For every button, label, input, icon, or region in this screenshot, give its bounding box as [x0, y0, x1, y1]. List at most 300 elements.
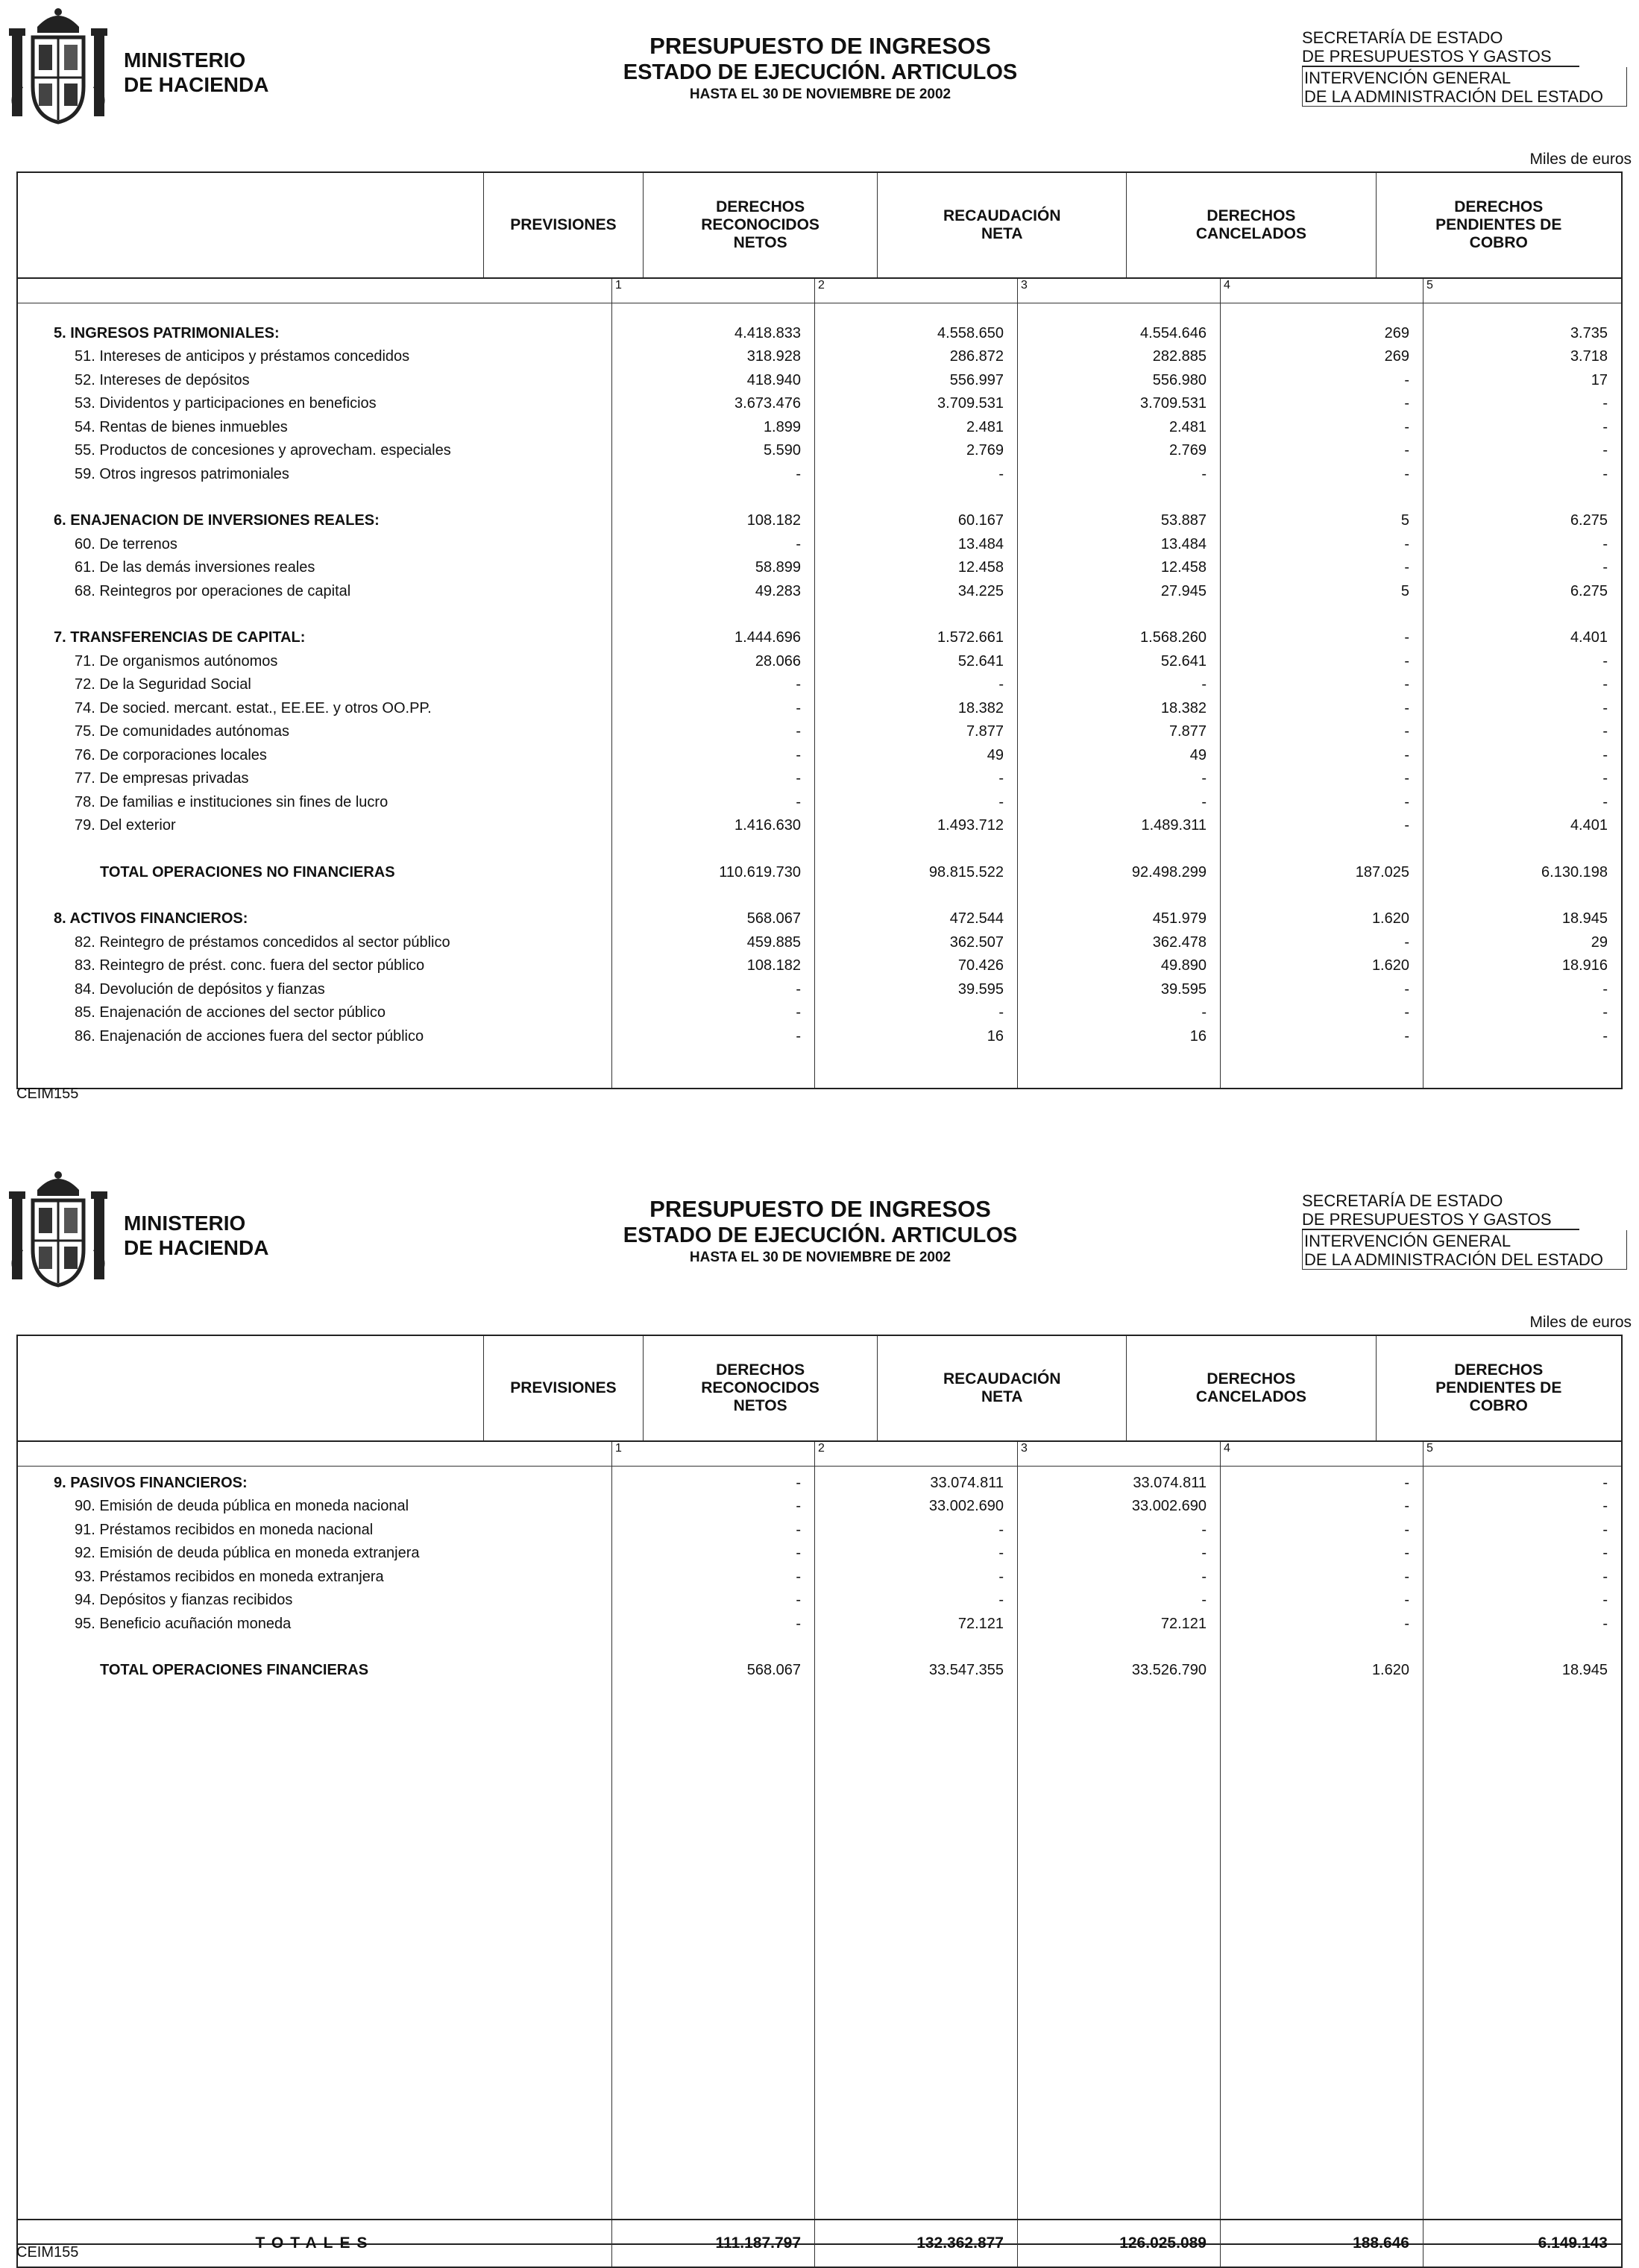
ministry-line-2: DE HACIENDA	[124, 73, 269, 96]
table-row	[18, 553, 1621, 577]
page-2	[0, 1163, 1639, 2264]
row-spacer	[18, 834, 1621, 857]
row-value: -	[1602, 465, 1608, 482]
row-value: -	[1404, 746, 1409, 763]
row-value: -	[1201, 465, 1207, 482]
row-value: 49	[987, 746, 1004, 763]
row-value: -	[796, 699, 801, 716]
row-label: 61. De las demás inversiones reales	[75, 559, 315, 576]
row-value: -	[1602, 770, 1608, 787]
table-row	[18, 998, 1621, 1022]
row-value: 39.595	[957, 980, 1004, 998]
intervencion-box	[1302, 1230, 1627, 1270]
row-value: -	[796, 1545, 801, 1561]
row-value: -	[1404, 652, 1409, 670]
row-label: 52. Intereses de depósitos	[75, 371, 250, 388]
row-label: 83. Reintegro de prést. conc. fuera del sector público	[75, 957, 425, 974]
row-value: 53.887	[1160, 512, 1207, 529]
col-num-3: 3	[1017, 1442, 1220, 1466]
units-label: Miles de euros	[1529, 1314, 1632, 1331]
row-value: 72.121	[957, 1615, 1004, 1632]
totals-derechos-pendientes: 6.149.143	[1423, 2220, 1621, 2267]
report-date: HASTA EL 30 DE NOVIEMBRE DE 2002	[689, 1250, 951, 1265]
row-value: -	[1602, 418, 1608, 435]
report-subtitle: ESTADO DE EJECUCIÓN. ARTICULOS	[623, 60, 1018, 84]
row-value: -	[1404, 933, 1409, 951]
row-value: 17	[1591, 371, 1608, 388]
sec-line-3: INTERVENCIÓN GENERAL	[1304, 1232, 1511, 1250]
row-label: 84. Devolución de depósitos y fianzas	[75, 980, 325, 998]
row-value: -	[1404, 699, 1409, 716]
table-row	[18, 459, 1621, 483]
column-headers	[18, 173, 1621, 279]
ministry-line-1: MINISTERIO	[124, 48, 246, 72]
col-num-5: 5	[1423, 1442, 1621, 1466]
totals-derechos-cancelados: 188.646	[1220, 2220, 1423, 2267]
row-label: 79. Del exterior	[75, 817, 176, 834]
row-value: 1.620	[1371, 910, 1409, 927]
row-value: 362.478	[1152, 933, 1207, 951]
row-value: 2.481	[1168, 418, 1207, 435]
row-value: 4.401	[1570, 629, 1608, 646]
row-value: -	[1404, 442, 1409, 459]
row-value: -	[1602, 1004, 1608, 1021]
row-value: 187.025	[1355, 863, 1409, 881]
row-value: 2.769	[966, 442, 1004, 459]
row-value: 49.890	[1160, 957, 1207, 974]
row-value: -	[998, 793, 1004, 810]
table-row	[18, 365, 1621, 389]
table-row	[18, 764, 1621, 788]
table-row	[18, 811, 1621, 835]
row-value: 5	[1400, 582, 1409, 599]
row-value: -	[1404, 629, 1409, 646]
row-value: -	[796, 746, 801, 763]
row-label: 54. Rentas de bienes inmuebles	[75, 418, 288, 435]
row-spacer	[18, 600, 1621, 623]
col-head-derechos-reconocidos: DERECHOS RECONOCIDOS NETOS	[643, 1336, 877, 1440]
row-value: -	[796, 980, 801, 998]
table-row	[18, 1492, 1621, 1516]
row-value: -	[998, 1568, 1004, 1585]
table-row	[18, 740, 1621, 764]
column-headers	[18, 1336, 1621, 1442]
col-head-concept	[18, 1336, 483, 1440]
row-label: 9. PASIVOS FINANCIEROS:	[54, 1474, 248, 1491]
row-value: -	[1404, 559, 1409, 576]
row-value: 1.620	[1371, 1662, 1409, 1678]
row-value: -	[1602, 535, 1608, 552]
row-value: 6.275	[1570, 512, 1608, 529]
row-value: 39.595	[1160, 980, 1207, 998]
row-label: 82. Reintegro de préstamos concedidos al sector público	[75, 933, 450, 951]
col-num-blank	[18, 279, 611, 303]
row-value: 556.997	[949, 371, 1004, 388]
row-value: -	[1201, 770, 1207, 787]
row-value: 269	[1384, 324, 1409, 341]
table-row	[18, 529, 1621, 553]
row-value: 3.709.531	[937, 395, 1004, 412]
row-value: 459.885	[746, 933, 801, 951]
row-value: 3.735	[1570, 324, 1608, 341]
coat-of-arms-icon	[7, 4, 109, 128]
table-row	[18, 1468, 1621, 1492]
row-value: 70.426	[957, 957, 1004, 974]
col-head-recaudacion: RECAUDACIÓN NETA	[877, 173, 1126, 277]
sec-line-4: DE LA ADMINISTRACIÓN DEL ESTADO	[1304, 87, 1603, 106]
row-value: 33.074.811	[1133, 1474, 1207, 1491]
row-value: -	[1602, 1568, 1608, 1585]
row-value: -	[1404, 723, 1409, 740]
row-value: 52.641	[957, 652, 1004, 670]
col-head-derechos-cancelados: DERECHOS CANCELADOS	[1126, 173, 1375, 277]
row-value: -	[796, 1498, 801, 1514]
row-value: 72.121	[1160, 1615, 1207, 1632]
row-value: -	[1404, 1615, 1409, 1632]
col-num-2: 2	[814, 279, 1017, 303]
row-value: -	[796, 770, 801, 787]
table-row	[18, 506, 1621, 530]
row-value: 1.489.311	[1141, 817, 1207, 834]
row-value: -	[1404, 465, 1409, 482]
table-row	[18, 646, 1621, 670]
row-value: 49.283	[755, 582, 801, 599]
row-value: 7.877	[1168, 723, 1207, 740]
row-value: -	[1404, 1474, 1409, 1491]
row-label: 5. INGRESOS PATRIMONIALES:	[54, 324, 280, 341]
column-numbers	[18, 1442, 1621, 1467]
row-value: 92.498.299	[1131, 863, 1207, 881]
row-label: 51. Intereses de anticipos y préstamos concedidos	[75, 348, 410, 365]
row-label: 85. Enajenación de acciones del sector público	[75, 1004, 386, 1021]
row-value: -	[796, 1521, 801, 1538]
col-head-recaudacion: RECAUDACIÓN NETA	[877, 1336, 1126, 1440]
table-row	[18, 857, 1621, 881]
row-value: -	[1201, 676, 1207, 693]
row-value: 108.182	[746, 957, 801, 974]
data-table	[16, 171, 1623, 1089]
row-value: 7.877	[966, 723, 1004, 740]
table-row	[18, 693, 1621, 717]
row-value: 286.872	[949, 348, 1004, 365]
row-value: 4.558.650	[937, 324, 1004, 341]
row-value: 1.620	[1371, 957, 1409, 974]
row-value: 5.590	[763, 442, 801, 459]
row-value: -	[796, 465, 801, 482]
row-value: 12.458	[957, 559, 1004, 576]
ministry-name	[124, 48, 268, 97]
totals-row	[16, 2219, 1623, 2268]
col-num-4: 4	[1220, 1442, 1423, 1466]
row-value: 1.493.712	[937, 817, 1004, 834]
row-value: -	[796, 1027, 801, 1045]
table-row	[18, 1656, 1621, 1680]
row-value: 1.416.630	[734, 817, 801, 834]
table-row	[18, 951, 1621, 975]
row-label: TOTAL OPERACIONES NO FINANCIERAS	[100, 863, 395, 881]
row-value: 18.945	[1561, 1662, 1608, 1678]
row-value: -	[1602, 980, 1608, 998]
row-value: 18.916	[1561, 957, 1608, 974]
col-head-concept	[18, 173, 483, 277]
row-label: 60. De terrenos	[75, 535, 177, 552]
row-value: 472.544	[949, 910, 1004, 927]
table-row	[18, 318, 1621, 342]
table-row	[18, 1515, 1621, 1539]
table-row	[18, 670, 1621, 694]
row-value: -	[998, 1004, 1004, 1021]
table-row	[18, 1539, 1621, 1563]
row-value: 2.481	[966, 418, 1004, 435]
row-value: -	[1404, 817, 1409, 834]
row-value: 1.899	[763, 418, 801, 435]
row-value: -	[1602, 746, 1608, 763]
row-value: -	[1404, 1027, 1409, 1045]
row-label: 8. ACTIVOS FINANCIEROS:	[54, 910, 248, 927]
row-value: 33.002.690	[1131, 1498, 1207, 1514]
row-value: -	[1602, 442, 1608, 459]
table-row	[18, 974, 1621, 998]
column-numbers	[18, 279, 1621, 303]
totals-label: TOTALES	[255, 2234, 374, 2252]
row-value: 5	[1400, 512, 1409, 529]
sec-line-3: INTERVENCIÓN GENERAL	[1304, 69, 1511, 87]
row-spacer	[18, 881, 1621, 904]
row-value: 58.899	[755, 559, 801, 576]
row-value: -	[1602, 699, 1608, 716]
row-label: 78. De familias e instituciones sin fines de lucro	[75, 793, 388, 810]
row-value: 6.130.198	[1541, 863, 1608, 881]
row-value: -	[1602, 1592, 1608, 1608]
row-value: -	[1602, 793, 1608, 810]
row-value: -	[796, 793, 801, 810]
report-subtitle: ESTADO DE EJECUCIÓN. ARTICULOS	[623, 1223, 1018, 1247]
sec-line-4: DE LA ADMINISTRACIÓN DEL ESTADO	[1304, 1250, 1603, 1269]
row-value: 269	[1384, 348, 1409, 365]
sec-line-2: DE PRESUPUESTOS Y GASTOS	[1302, 47, 1579, 67]
units-label: Miles de euros	[1529, 151, 1632, 168]
row-value: -	[1404, 535, 1409, 552]
row-value: 451.979	[1152, 910, 1207, 927]
row-value: 29	[1591, 933, 1608, 951]
col-num-3: 3	[1017, 279, 1220, 303]
col-head-derechos-pendientes: DERECHOS PENDIENTES DE COBRO	[1376, 173, 1621, 277]
col-head-derechos-pendientes: DERECHOS PENDIENTES DE COBRO	[1376, 1336, 1621, 1440]
row-value: 568.067	[746, 1662, 801, 1678]
col-head-derechos-reconocidos: DERECHOS RECONOCIDOS NETOS	[643, 173, 877, 277]
row-value: 556.980	[1152, 371, 1207, 388]
row-label: 74. De socied. mercant. estat., EE.EE. y otros OO.PP.	[75, 699, 432, 716]
row-value: -	[1201, 1004, 1207, 1021]
row-label: 92. Emisión de deuda pública en moneda extranjera	[75, 1545, 420, 1561]
row-value: 4.401	[1570, 817, 1608, 834]
row-value: 13.484	[957, 535, 1004, 552]
row-value: 33.547.355	[928, 1662, 1004, 1678]
row-value: -	[998, 1592, 1004, 1608]
row-value: -	[796, 676, 801, 693]
totals-previsiones: 111.187.797	[611, 2220, 814, 2267]
secretariat-block	[1302, 28, 1630, 107]
row-value: -	[1602, 395, 1608, 412]
table-row	[18, 576, 1621, 600]
table-row	[18, 436, 1621, 460]
row-value: -	[1602, 1474, 1608, 1491]
row-label: 90. Emisión de deuda pública en moneda nacional	[75, 1498, 409, 1514]
table-row	[18, 904, 1621, 928]
row-value: 49	[1189, 746, 1207, 763]
footer-code: CEIM155	[16, 2244, 79, 2261]
page-header	[0, 1163, 1639, 1305]
row-label: 55. Productos de concesiones y aprovecham. especiales	[75, 442, 451, 459]
page-header	[0, 0, 1639, 142]
row-value: 4.554.646	[1140, 324, 1207, 341]
table-row	[18, 1609, 1621, 1633]
row-value: -	[1404, 418, 1409, 435]
row-value: 2.769	[1168, 442, 1207, 459]
row-value: -	[998, 1521, 1004, 1538]
row-value: -	[1602, 652, 1608, 670]
row-label: 53. Dividentos y participaciones en beneficios	[75, 395, 377, 412]
row-value: -	[1602, 1615, 1608, 1632]
row-value: -	[1404, 1592, 1409, 1608]
row-label: 72. De la Seguridad Social	[75, 676, 251, 693]
row-value: -	[1201, 1521, 1207, 1538]
row-value: 33.526.790	[1131, 1662, 1207, 1678]
table-row	[18, 1586, 1621, 1610]
col-num-1: 1	[611, 1442, 814, 1466]
row-value: -	[1201, 1592, 1207, 1608]
row-label: 94. Depósitos y fianzas recibidos	[75, 1592, 293, 1608]
row-label: 59. Otros ingresos patrimoniales	[75, 465, 289, 482]
table-row	[18, 623, 1621, 647]
row-value: -	[1201, 1545, 1207, 1561]
intervencion-box	[1302, 67, 1627, 107]
row-value: 1.444.696	[734, 629, 801, 646]
row-label: 71. De organismos autónomos	[75, 652, 278, 670]
row-value: -	[1602, 723, 1608, 740]
row-value: -	[1404, 371, 1409, 388]
table-body	[18, 1467, 1621, 2243]
row-value: -	[1602, 676, 1608, 693]
row-label: 86. Enajenación de acciones fuera del sector público	[75, 1027, 424, 1045]
row-value: -	[796, 723, 801, 740]
row-value: -	[1404, 676, 1409, 693]
table-body	[18, 303, 1621, 1088]
row-value: 568.067	[746, 910, 801, 927]
row-value: -	[998, 676, 1004, 693]
sec-line-1: SECRETARÍA DE ESTADO	[1302, 1191, 1503, 1210]
row-value: 418.940	[746, 371, 801, 388]
col-head-previsiones: PREVISIONES	[483, 173, 643, 277]
row-label: 7. TRANSFERENCIAS DE CAPITAL:	[54, 629, 306, 646]
row-value: 282.885	[1152, 348, 1207, 365]
row-value: -	[1602, 1521, 1608, 1538]
row-label: TOTAL OPERACIONES FINANCIERAS	[100, 1662, 369, 1678]
col-num-4: 4	[1220, 279, 1423, 303]
table-row	[18, 787, 1621, 811]
row-value: 28.066	[755, 652, 801, 670]
row-value: -	[998, 1545, 1004, 1561]
row-value: -	[1602, 1498, 1608, 1514]
row-spacer	[18, 1633, 1621, 1656]
row-value: 60.167	[957, 512, 1004, 529]
row-value: 18.945	[1561, 910, 1608, 927]
row-value: 4.418.833	[734, 324, 801, 341]
ministry-name	[124, 1211, 268, 1260]
row-value: 6.275	[1570, 582, 1608, 599]
row-value: 12.458	[1160, 559, 1207, 576]
row-value: 362.507	[949, 933, 1004, 951]
sec-line-2: DE PRESUPUESTOS Y GASTOS	[1302, 1210, 1579, 1230]
row-label: 77. De empresas privadas	[75, 770, 249, 787]
row-value: 3.709.531	[1140, 395, 1207, 412]
row-value: 3.673.476	[734, 395, 801, 412]
report-titles	[522, 33, 1119, 104]
row-value: -	[796, 1004, 801, 1021]
row-label: 95. Beneficio acuñación moneda	[75, 1615, 292, 1632]
row-label: 68. Reintegros por operaciones de capital	[75, 582, 351, 599]
report-title: PRESUPUESTO DE INGRESOS	[649, 33, 991, 59]
row-value: -	[1404, 1004, 1409, 1021]
row-value: 33.002.690	[928, 1498, 1004, 1514]
row-value: -	[998, 770, 1004, 787]
ministry-line-2: DE HACIENDA	[124, 1236, 269, 1259]
row-value: -	[796, 1615, 801, 1632]
row-value: 108.182	[746, 512, 801, 529]
row-value: 18.382	[1160, 699, 1207, 716]
row-value: -	[998, 465, 1004, 482]
row-value: 3.718	[1570, 348, 1608, 365]
row-value: -	[796, 1592, 801, 1608]
col-num-2: 2	[814, 1442, 1017, 1466]
row-value: 34.225	[957, 582, 1004, 599]
col-head-previsiones: PREVISIONES	[483, 1336, 643, 1440]
table-row	[18, 389, 1621, 413]
row-value: -	[1404, 980, 1409, 998]
row-value: -	[1404, 770, 1409, 787]
table-row	[18, 1021, 1621, 1045]
row-value: 1.568.260	[1140, 629, 1207, 646]
row-value: 27.945	[1160, 582, 1207, 599]
row-label: 6. ENAJENACION DE INVERSIONES REALES:	[54, 512, 380, 529]
row-value: 318.928	[746, 348, 801, 365]
row-value: -	[1404, 1521, 1409, 1538]
report-date: HASTA EL 30 DE NOVIEMBRE DE 2002	[689, 86, 951, 102]
report-title: PRESUPUESTO DE INGRESOS	[649, 1196, 991, 1222]
row-value: -	[1404, 395, 1409, 412]
table-row	[18, 717, 1621, 741]
row-value: -	[1404, 1568, 1409, 1585]
row-value: 98.815.522	[928, 863, 1004, 881]
table-row	[18, 342, 1621, 366]
data-table	[16, 1335, 1623, 2245]
table-row	[18, 1562, 1621, 1586]
coat-of-arms-icon	[7, 1168, 109, 1291]
row-value: -	[1602, 1545, 1608, 1561]
row-value: 33.074.811	[930, 1474, 1004, 1491]
row-label: 76. De corporaciones locales	[75, 746, 267, 763]
row-label: 93. Préstamos recibidos en moneda extranjera	[75, 1568, 384, 1585]
report-titles	[522, 1196, 1119, 1267]
totals-recaudacion: 126.025.089	[1017, 2220, 1220, 2267]
col-head-derechos-cancelados: DERECHOS CANCELADOS	[1126, 1336, 1375, 1440]
sec-line-1: SECRETARÍA DE ESTADO	[1302, 28, 1503, 47]
row-spacer	[18, 483, 1621, 506]
table-row	[18, 412, 1621, 436]
row-value: -	[1404, 793, 1409, 810]
row-value: 1.572.661	[937, 629, 1004, 646]
col-num-1: 1	[611, 279, 814, 303]
